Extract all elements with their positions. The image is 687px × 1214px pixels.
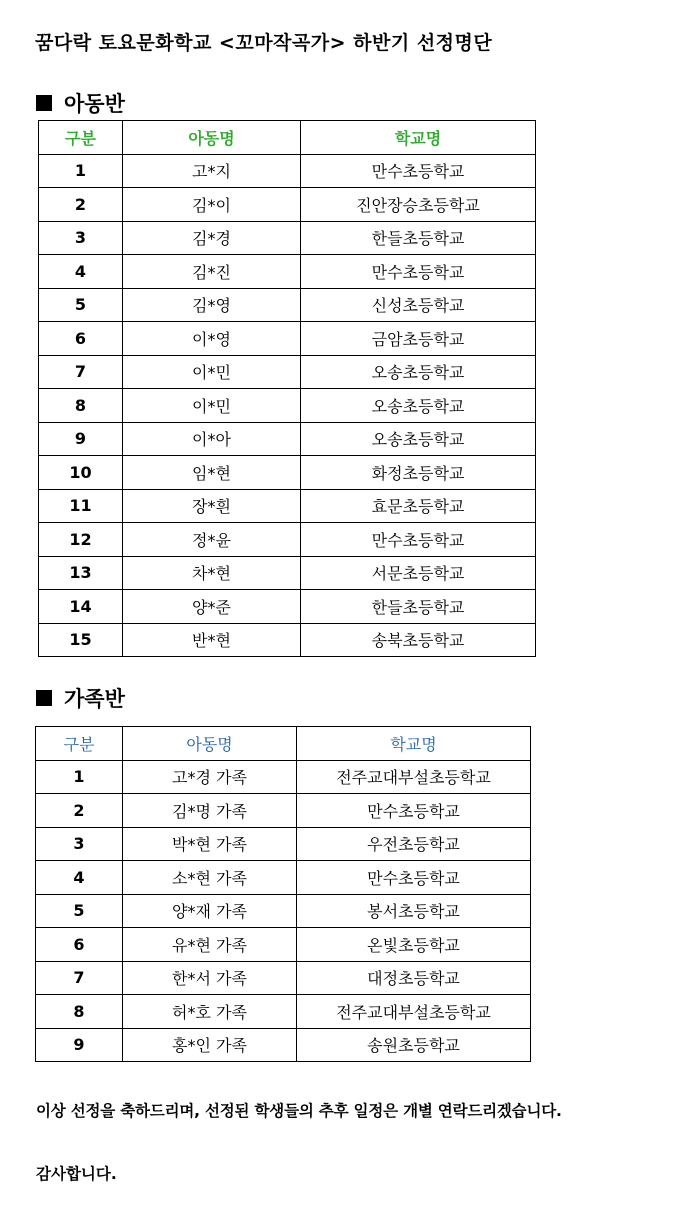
cell-school: 우전초등학교 — [297, 827, 531, 861]
table-row — [36, 794, 531, 828]
cell-child-name: 고*경 가족 — [123, 760, 297, 794]
cell-school: 오송초등학교 — [301, 389, 536, 423]
cell-child-name: 김*경 — [123, 221, 301, 255]
cell-number: 12 — [39, 523, 123, 557]
cell-number: 4 — [39, 255, 123, 289]
cell-child-name: 김*진 — [123, 255, 301, 289]
cell-child-name: 이*민 — [123, 389, 301, 423]
cell-child-name: 정*윤 — [123, 523, 301, 557]
cell-number: 5 — [36, 894, 123, 928]
table-row — [39, 489, 536, 523]
table-row — [39, 355, 536, 389]
column-header-school: 학교명 — [301, 121, 536, 155]
cell-school: 서문초등학교 — [301, 556, 536, 590]
cell-number: 7 — [36, 961, 123, 995]
cell-school: 한들초등학교 — [301, 221, 536, 255]
table-row — [39, 188, 536, 222]
cell-child-name: 홍*인 가족 — [123, 1028, 297, 1062]
column-header-number: 구분 — [39, 121, 123, 155]
table-row — [39, 623, 536, 657]
table-row — [39, 221, 536, 255]
cell-child-name: 장*흰 — [123, 489, 301, 523]
cell-child-name: 이*영 — [123, 322, 301, 356]
cell-number: 5 — [39, 288, 123, 322]
cell-school: 전주교대부설초등학교 — [297, 995, 531, 1029]
table-row — [36, 961, 531, 995]
kids-table-body — [39, 154, 536, 657]
column-header-school: 학교명 — [297, 727, 531, 761]
cell-school: 온빛초등학교 — [297, 928, 531, 962]
kids-roster-table — [38, 120, 536, 657]
cell-child-name: 소*현 가족 — [123, 861, 297, 895]
cell-school: 송북초등학교 — [301, 623, 536, 657]
table-row — [39, 288, 536, 322]
column-header-number: 구분 — [36, 727, 123, 761]
table-header-row — [39, 121, 536, 155]
section-heading-family — [36, 683, 125, 713]
cell-number: 3 — [36, 827, 123, 861]
cell-child-name: 김*이 — [123, 188, 301, 222]
table-row — [39, 255, 536, 289]
family-roster-table — [35, 726, 531, 1062]
cell-number: 2 — [39, 188, 123, 222]
section-heading-label: 가족반 — [64, 687, 125, 711]
table-row — [39, 523, 536, 557]
table-row — [36, 861, 531, 895]
cell-number: 11 — [39, 489, 123, 523]
cell-school: 봉서초등학교 — [297, 894, 531, 928]
cell-number: 6 — [39, 322, 123, 356]
table-row — [39, 556, 536, 590]
square-bullet-icon — [36, 95, 52, 111]
cell-number: 15 — [39, 623, 123, 657]
table-row — [39, 322, 536, 356]
cell-child-name: 허*호 가족 — [123, 995, 297, 1029]
cell-child-name: 임*현 — [123, 456, 301, 490]
table-row — [39, 154, 536, 188]
cell-child-name: 이*아 — [123, 422, 301, 456]
table-row — [39, 590, 536, 624]
section-heading-label: 아동반 — [64, 92, 125, 116]
cell-child-name: 양*재 가족 — [123, 894, 297, 928]
cell-school: 만수초등학교 — [301, 154, 536, 188]
cell-school: 신성초등학교 — [301, 288, 536, 322]
cell-school: 대정초등학교 — [297, 961, 531, 995]
cell-school: 오송초등학교 — [301, 355, 536, 389]
family-table-body — [36, 760, 531, 1062]
table-row — [36, 894, 531, 928]
cell-school: 오송초등학교 — [301, 422, 536, 456]
table-header-row — [36, 727, 531, 761]
table-row — [36, 827, 531, 861]
table-row — [36, 995, 531, 1029]
cell-child-name: 반*현 — [123, 623, 301, 657]
table-row — [39, 456, 536, 490]
table-row — [39, 389, 536, 423]
notice-text: 이상 선정을 축하드리며, 선정된 학생들의 추후 일정은 개별 연락드리겠습니다. — [36, 1102, 562, 1120]
cell-number: 13 — [39, 556, 123, 590]
cell-number: 9 — [39, 422, 123, 456]
cell-school: 만수초등학교 — [297, 861, 531, 895]
cell-school: 금암초등학교 — [301, 322, 536, 356]
cell-number: 3 — [39, 221, 123, 255]
cell-number: 8 — [36, 995, 123, 1029]
column-header-child-name: 아동명 — [123, 727, 297, 761]
cell-child-name: 김*명 가족 — [123, 794, 297, 828]
cell-number: 1 — [36, 760, 123, 794]
cell-number: 1 — [39, 154, 123, 188]
table-row — [36, 928, 531, 962]
cell-school: 만수초등학교 — [301, 523, 536, 557]
cell-child-name: 차*현 — [123, 556, 301, 590]
cell-number: 8 — [39, 389, 123, 423]
cell-school: 송원초등학교 — [297, 1028, 531, 1062]
section-heading-kids — [36, 88, 125, 118]
cell-number: 10 — [39, 456, 123, 490]
cell-school: 만수초등학교 — [301, 255, 536, 289]
page-title: 꿈다락 토요문화학교 <꼬마작곡가> 하반기 선정명단 — [35, 32, 493, 54]
cell-school: 효문초등학교 — [301, 489, 536, 523]
cell-school: 한들초등학교 — [301, 590, 536, 624]
cell-school: 만수초등학교 — [297, 794, 531, 828]
cell-school: 전주교대부설초등학교 — [297, 760, 531, 794]
cell-child-name: 유*현 가족 — [123, 928, 297, 962]
closing-text: 감사합니다. — [36, 1165, 117, 1183]
cell-child-name: 이*민 — [123, 355, 301, 389]
cell-number: 7 — [39, 355, 123, 389]
cell-number: 9 — [36, 1028, 123, 1062]
square-bullet-icon — [36, 690, 52, 706]
cell-school: 진안장승초등학교 — [301, 188, 536, 222]
column-header-child-name: 아동명 — [123, 121, 301, 155]
table-row — [39, 422, 536, 456]
cell-child-name: 김*영 — [123, 288, 301, 322]
cell-child-name: 박*현 가족 — [123, 827, 297, 861]
cell-child-name: 고*지 — [123, 154, 301, 188]
cell-number: 2 — [36, 794, 123, 828]
cell-child-name: 한*서 가족 — [123, 961, 297, 995]
cell-number: 6 — [36, 928, 123, 962]
cell-child-name: 양*준 — [123, 590, 301, 624]
table-row — [36, 760, 531, 794]
cell-number: 14 — [39, 590, 123, 624]
cell-school: 화정초등학교 — [301, 456, 536, 490]
cell-number: 4 — [36, 861, 123, 895]
table-row — [36, 1028, 531, 1062]
